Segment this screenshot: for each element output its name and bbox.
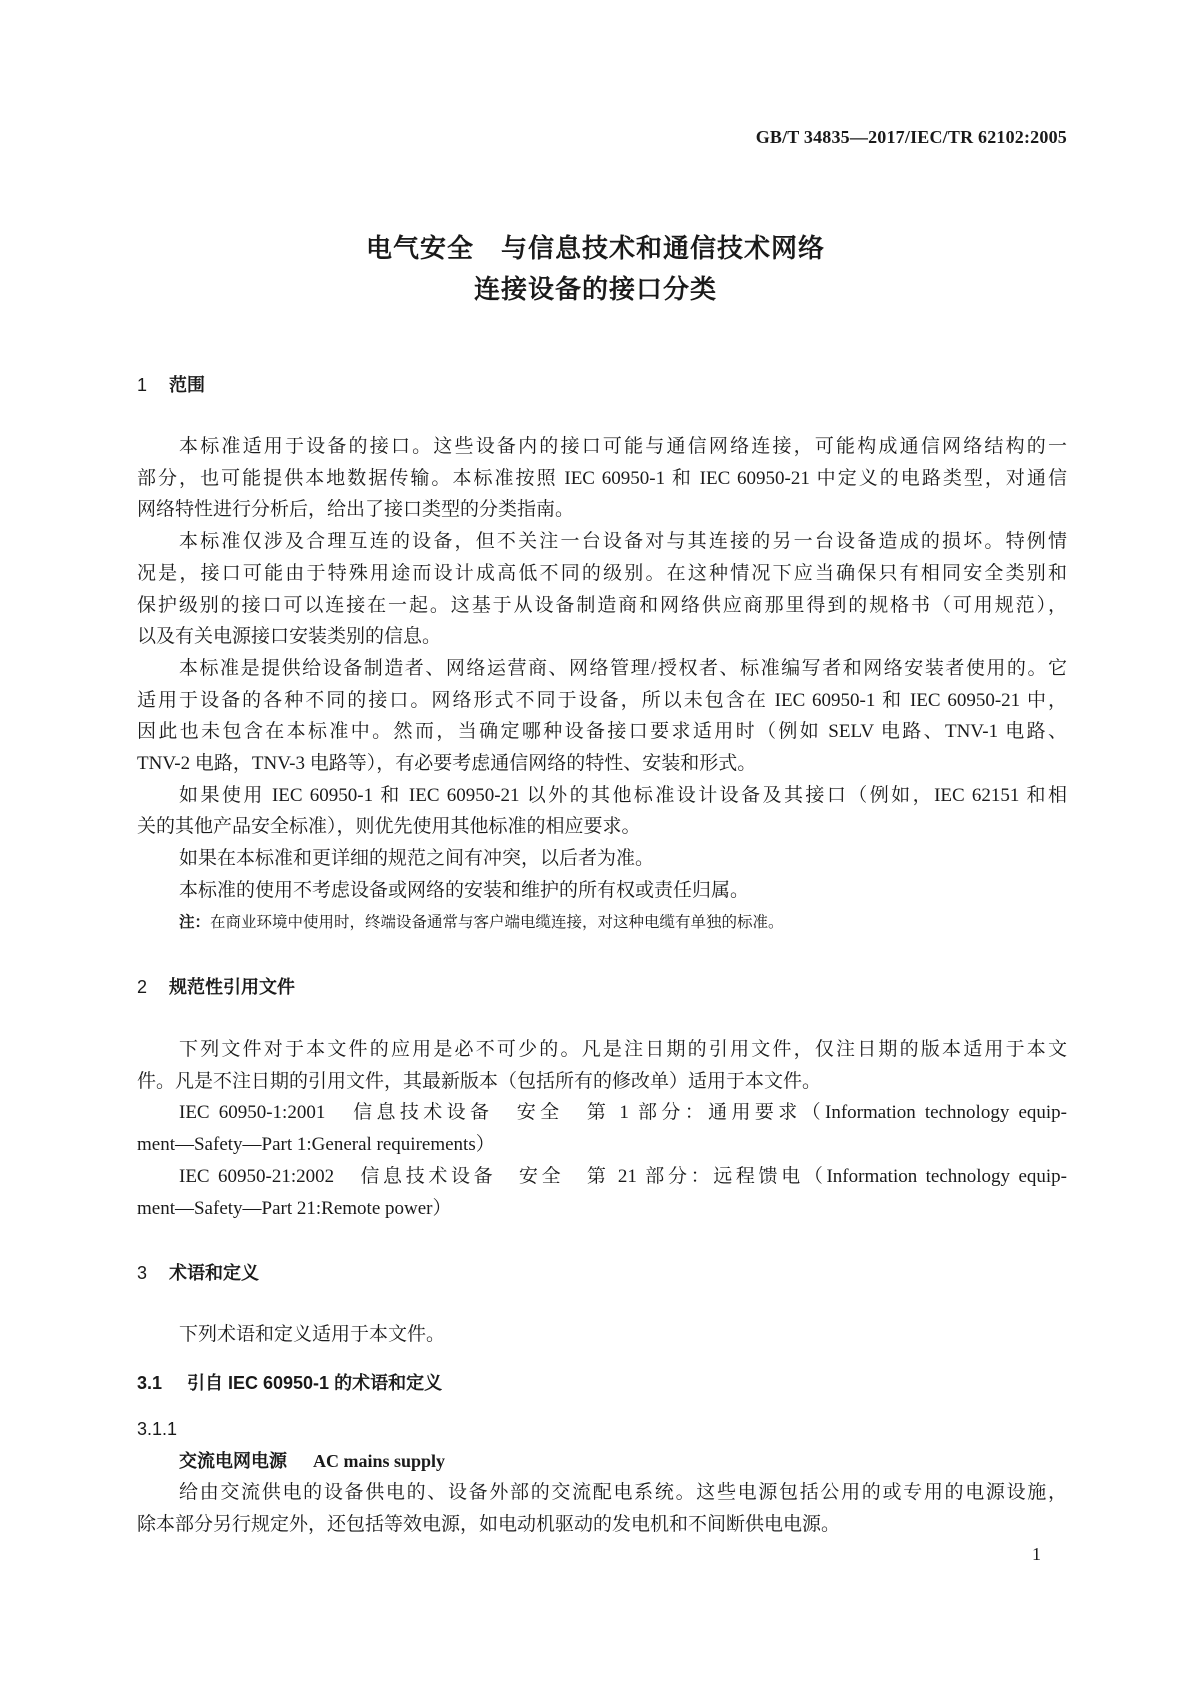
term-en: AC mains supply [313,1450,446,1471]
definition-line: 给由交流供电的设备供电的、设备外部的交流配电系统。这些电源包括公用的或专用的电源设施， [179,1482,1067,1504]
section-2-heading [137,971,295,1003]
section-title: 范围 [169,375,205,395]
note [137,907,1067,939]
term-zh: 交流电网电源 [179,1450,287,1471]
subsection-title: 引自 IEC 60950-1 的术语和定义 [187,1373,443,1393]
paragraph [137,843,1067,875]
subsection-number: 3.1 [137,1373,163,1393]
paragraph-line: 本标准仅涉及合理互连的设备，但不关注一台设备对与其连接的另一台设备造成的损坏。特例情 [179,531,1067,553]
section-1-body [137,431,1067,938]
paragraph [137,875,1067,907]
paragraph-line: 适用于设备的各种不同的接口。网络形式不同于设备，所以未包含在 IEC 60950-1 和 IEC 60950-21 中， [137,689,1067,711]
paragraphs [137,1034,1067,1224]
paragraph-line: ment—Safety—Part 1:General requirements） [137,1134,495,1156]
paragraph-line: 下列文件对于本文件的应用是必不可少的。凡是注日期的引用文件，仅注日期的版本适用于本文 [179,1039,1067,1060]
intro-line: 下列术语和定义适用于本文件。 [179,1324,446,1345]
paragraph [137,526,1067,653]
paragraph-line: 部分，也可能提供本地数据传输。本标准按照 IEC 60950-1 和 IEC 60950-21 中定义的电路类型，对通信 [137,467,1067,489]
paragraph-line: 本标准是提供给设备制造者、网络运营商、网络管理/授权者、标准编写者和网络安装者使用的。它 [179,657,1067,679]
note-label: 注： [179,913,211,931]
paragraph [137,653,1067,780]
paragraph-line: TNV-2 电路，TNV-3 电路等），有必要考虑通信网络的特性、安装和形式。 [137,753,757,775]
paragraph-line: 如果使用 IEC 60950-1 和 IEC 60950-21 以外的其他标准设计设备及其接口（例如，IEC 62151 和相 [179,784,1067,806]
title-line-2: 连接设备的接口分类 [473,274,717,304]
definition-line: 除本部分另行规定外，还包括等效电源，如电动机驱动的发电机和不间断供电电源。 [137,1514,841,1536]
paragraph-line: 保护级别的接口可以连接在一起。这基于从设备制造商和网络供应商那里得到的规格书（可用规范）， [137,594,1067,616]
paragraph-line: ment—Safety—Part 21:Remote power） [137,1197,452,1219]
paragraph [137,1034,1067,1097]
paragraph-line: 件。凡是不注日期的引用文件，其最新版本（包括所有的修改单）适用于本文件。 [137,1070,822,1092]
section-number: 1 [137,375,148,395]
paragraph-line: 网络特性进行分析后，给出了接口类型的分类指南。 [137,499,575,521]
paragraph [137,780,1067,843]
paragraph-line: 况是，接口可能由于特殊用途而设计成高低不同的级别。在这种情况下应当确保只有相同安全类别和 [137,562,1067,584]
paragraph-line: 关的其他产品安全标准），则优先使用其他标准的相应要求。 [137,816,641,838]
section-1-heading [137,369,205,401]
note-text: 在商业环境中使用时，终端设备通常与客户端电缆连接，对这种电缆有单独的标准。 [210,913,784,931]
title-line-1: 电气安全 与信息技术和通信技术网络 [365,233,825,263]
entry-number: 3.1.1 [137,1419,178,1439]
section-number: 3 [137,1263,148,1283]
paragraph-line: IEC 60950-21:2002 信息技术设备 安全 第 21 部分：远程馈电（Information technology equip- [179,1165,1067,1187]
paragraph-line: 以及有关电源接口安装类别的信息。 [137,626,442,648]
section-number: 2 [137,977,148,997]
paragraph-line: 本标准的使用不考虑设备或网络的安装和维护的所有权或责任归属。 [179,879,750,901]
paragraph-line: 本标准适用于设备的接口。这些设备内的接口可能与通信网络连接，可能构成通信网络结构的一 [179,436,1067,457]
subsection-3-1-heading [137,1367,442,1399]
document-title [0,228,1191,310]
section-2-body [137,1034,1067,1224]
section-3-intro [137,1319,1067,1351]
paragraph-line: 如果在本标准和更详细的规范之间有冲突，以后者为准。 [179,848,655,870]
page-number: 1 [1032,1544,1041,1564]
paragraph [137,1161,1067,1224]
term [137,1446,1067,1478]
paragraph [137,1097,1067,1160]
standard-code-header: GB/T 34835—2017/IEC/TR 62102:2005 [755,127,1067,147]
paragraph-line: 因此也未包含在本标准中。然而，当确定哪种设备接口要求适用时（例如 SELV 电路、TNV-1 电路、 [137,721,1067,743]
paragraph [137,431,1067,526]
section-3-heading [137,1257,259,1289]
paragraphs [137,431,1067,907]
section-title: 规范性引用文件 [169,977,295,997]
section-title: 术语和定义 [169,1263,259,1283]
term-entry [137,1414,1067,1541]
paragraph-line: IEC 60950-1:2001 信息技术设备 安全 第 1 部分：通用要求（Information technology equip- [179,1102,1067,1124]
